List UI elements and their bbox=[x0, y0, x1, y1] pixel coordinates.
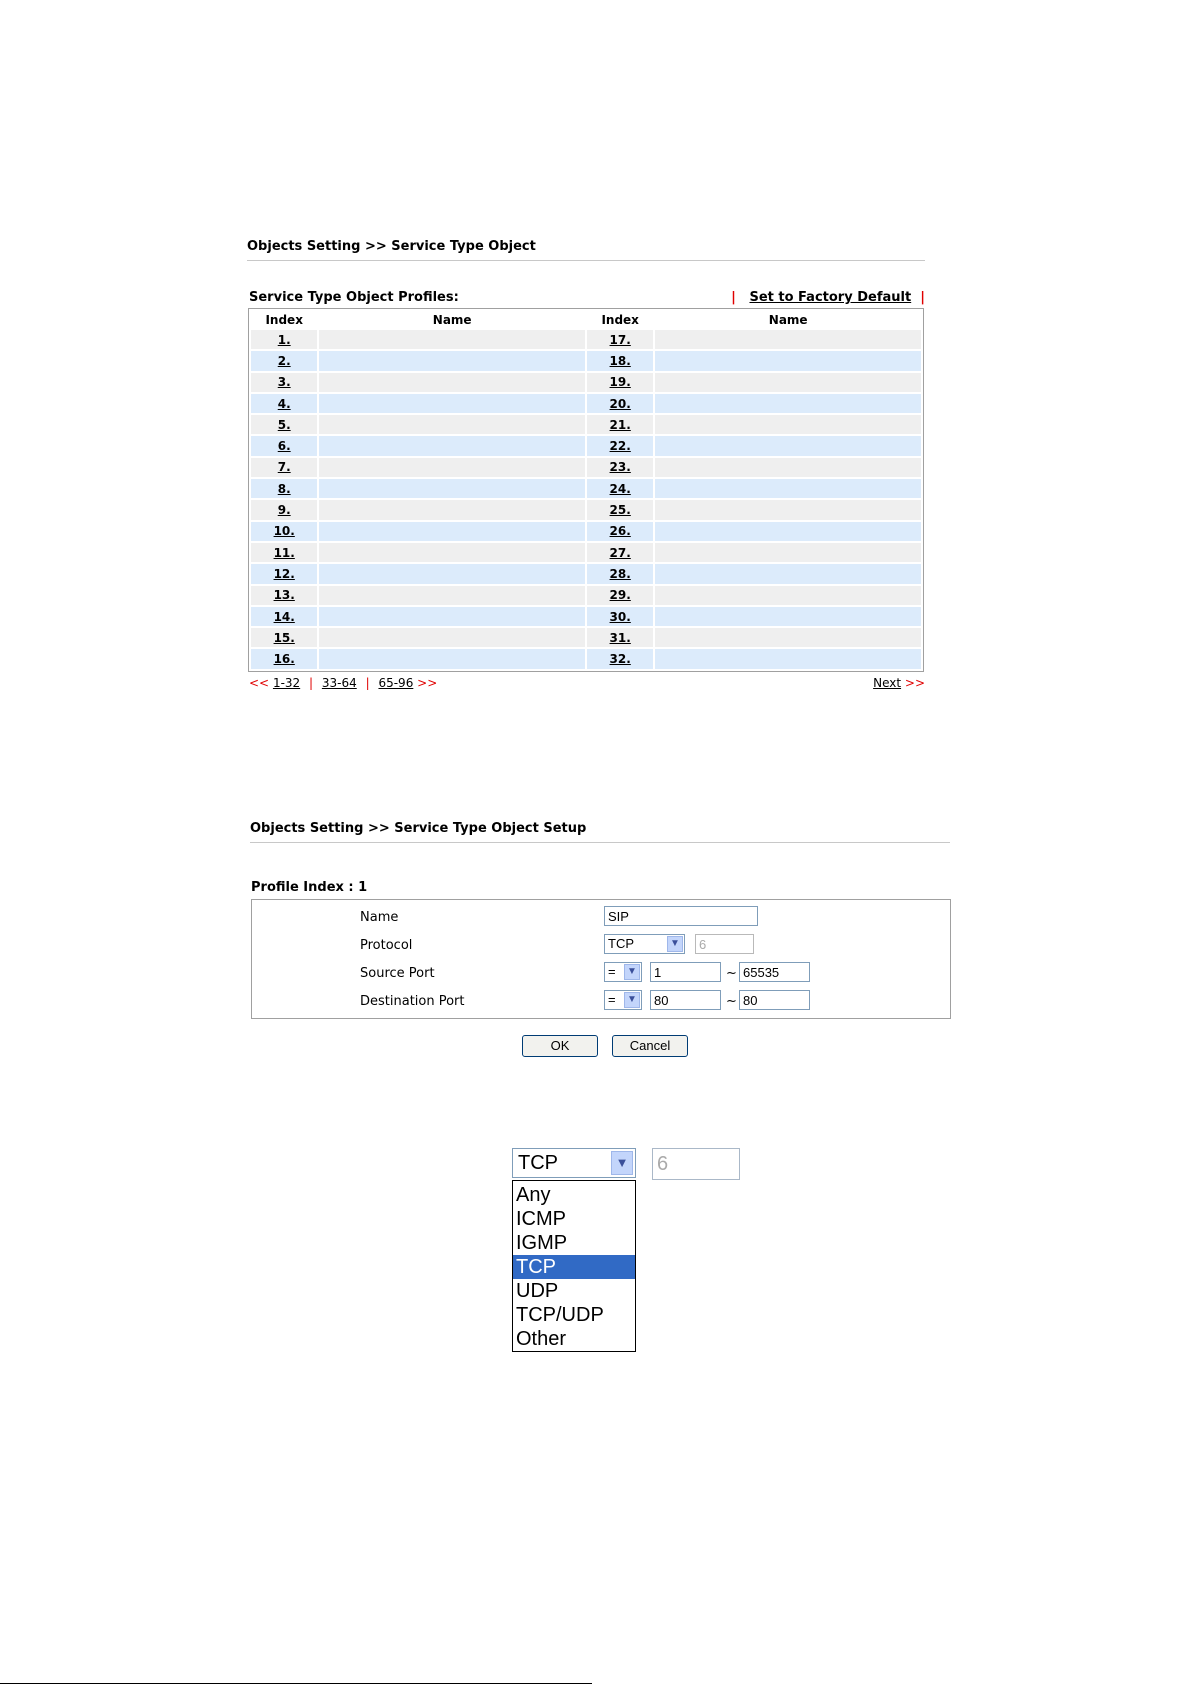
column-header-index: Index bbox=[587, 311, 653, 328]
index-cell bbox=[251, 649, 317, 668]
index-cell bbox=[587, 479, 653, 498]
profile-index-link[interactable]: 4. bbox=[277, 396, 291, 411]
profile-index-link[interactable]: 27. bbox=[609, 545, 631, 560]
index-cell bbox=[587, 394, 653, 413]
table-row bbox=[251, 543, 921, 562]
profile-index-label: Profile Index : 1 bbox=[251, 880, 368, 895]
profile-index-link[interactable]: 23. bbox=[609, 460, 631, 475]
set-to-factory-default-link[interactable]: Set to Factory Default bbox=[749, 290, 912, 305]
index-cell bbox=[251, 607, 317, 626]
name-cell bbox=[655, 394, 921, 413]
name-cell bbox=[319, 436, 585, 455]
table-row bbox=[251, 479, 921, 498]
page-range-33-64[interactable]: 33-64 bbox=[321, 676, 357, 690]
name-cell bbox=[319, 522, 585, 541]
source-port-end-input[interactable]: 65535 bbox=[739, 962, 810, 982]
destination-port-operator-select[interactable] bbox=[604, 990, 642, 1010]
table-row bbox=[251, 500, 921, 519]
dropdown-option[interactable]: TCP/UDP bbox=[516, 1304, 604, 1326]
profile-index-link[interactable]: 13. bbox=[273, 588, 295, 603]
table-row bbox=[251, 458, 921, 477]
name-cell bbox=[655, 628, 921, 647]
dropdown-option[interactable]: Any bbox=[516, 1184, 551, 1206]
range-tilde: ~ bbox=[726, 994, 737, 1009]
protocol-select-value: TCP bbox=[518, 1152, 558, 1174]
source-port-start-input[interactable]: 1 bbox=[650, 962, 721, 982]
index-cell bbox=[251, 351, 317, 370]
index-cell bbox=[251, 628, 317, 647]
table-row bbox=[251, 394, 921, 413]
source-operator-value: = bbox=[608, 964, 616, 979]
column-header-index: Index bbox=[251, 311, 317, 328]
profile-index-link[interactable]: 8. bbox=[277, 481, 291, 496]
footnote-divider bbox=[0, 1683, 592, 1684]
name-cell bbox=[655, 543, 921, 562]
profile-index-link[interactable]: 22. bbox=[609, 439, 631, 454]
index-cell bbox=[587, 543, 653, 562]
index-cell bbox=[251, 415, 317, 434]
name-input[interactable]: SIP bbox=[604, 906, 758, 926]
profiles-header bbox=[249, 290, 925, 305]
protocol-number-input: 6 bbox=[695, 934, 754, 954]
table-row bbox=[251, 586, 921, 605]
factory-default-group bbox=[731, 290, 925, 305]
next-arrows[interactable]: >> bbox=[904, 676, 925, 690]
index-cell bbox=[251, 479, 317, 498]
setup-breadcrumb: Objects Setting >> Service Type Object Setup bbox=[250, 821, 587, 836]
destination-operator-value: = bbox=[608, 992, 616, 1007]
profiles-title: Service Type Object Profiles: bbox=[249, 290, 459, 305]
pipe-separator: | bbox=[731, 290, 736, 305]
index-cell bbox=[251, 522, 317, 541]
column-header-name: Name bbox=[319, 311, 585, 328]
protocol-label: Protocol bbox=[360, 938, 413, 953]
table-row bbox=[251, 607, 921, 626]
profile-index-link[interactable]: 19. bbox=[609, 375, 631, 390]
name-cell bbox=[655, 564, 921, 583]
profile-index-link[interactable]: 31. bbox=[609, 630, 631, 645]
table-header-row bbox=[251, 311, 921, 328]
page-range-1-32[interactable]: 1-32 bbox=[272, 676, 301, 690]
name-cell bbox=[319, 543, 585, 562]
table-row bbox=[251, 373, 921, 392]
index-cell bbox=[251, 564, 317, 583]
name-cell bbox=[655, 330, 921, 349]
protocol-number-input: 6 bbox=[652, 1148, 740, 1180]
profile-index-link[interactable]: 14. bbox=[273, 609, 295, 624]
index-cell bbox=[587, 564, 653, 583]
dropdown-option[interactable]: TCP bbox=[513, 1255, 635, 1279]
table-row bbox=[251, 415, 921, 434]
profile-index-link[interactable]: 24. bbox=[609, 481, 631, 496]
profile-index-link[interactable]: 21. bbox=[609, 417, 631, 432]
index-cell bbox=[251, 373, 317, 392]
index-cell bbox=[587, 628, 653, 647]
index-cell bbox=[587, 373, 653, 392]
name-cell bbox=[655, 415, 921, 434]
setup-divider bbox=[250, 842, 950, 843]
name-cell bbox=[319, 628, 585, 647]
name-cell bbox=[319, 607, 585, 626]
name-cell bbox=[655, 649, 921, 668]
page-breadcrumb: Objects Setting >> Service Type Object bbox=[247, 239, 536, 254]
index-cell bbox=[251, 436, 317, 455]
pipe-separator: | bbox=[920, 290, 925, 305]
ok-button[interactable]: OK bbox=[522, 1035, 598, 1057]
range-tilde: ~ bbox=[726, 966, 737, 981]
destination-port-end-input[interactable]: 80 bbox=[739, 990, 810, 1010]
name-cell bbox=[319, 649, 585, 668]
profile-index-link[interactable]: 3. bbox=[277, 375, 291, 390]
next-page-link[interactable]: Next bbox=[873, 676, 902, 690]
index-cell bbox=[251, 330, 317, 349]
index-cell bbox=[587, 458, 653, 477]
dropdown-option[interactable]: ICMP bbox=[516, 1208, 566, 1230]
name-cell bbox=[319, 564, 585, 583]
table-row bbox=[251, 436, 921, 455]
index-cell bbox=[587, 649, 653, 668]
chevron-down-icon[interactable]: ▼ bbox=[624, 992, 640, 1008]
profile-index-link[interactable]: 28. bbox=[609, 566, 631, 581]
profile-index-link[interactable]: 6. bbox=[277, 439, 291, 454]
index-cell bbox=[587, 415, 653, 434]
profile-index-link[interactable]: 17. bbox=[609, 332, 631, 347]
name-cell bbox=[319, 458, 585, 477]
dropdown-option[interactable]: IGMP bbox=[516, 1232, 568, 1254]
breadcrumb-divider bbox=[247, 260, 925, 261]
chevron-down-icon[interactable]: ▼ bbox=[611, 1151, 633, 1175]
next-group bbox=[873, 676, 925, 690]
profile-index-link[interactable]: 2. bbox=[277, 353, 291, 368]
dropdown-option[interactable]: Other bbox=[516, 1328, 567, 1350]
chevron-down-icon[interactable]: ▼ bbox=[667, 936, 683, 952]
setup-form bbox=[251, 899, 951, 1019]
index-cell bbox=[251, 500, 317, 519]
name-cell bbox=[655, 351, 921, 370]
index-cell bbox=[587, 607, 653, 626]
protocol-dropdown-list bbox=[512, 1180, 636, 1352]
profile-index-link[interactable]: 10. bbox=[273, 524, 295, 539]
name-cell bbox=[655, 500, 921, 519]
index-cell bbox=[251, 458, 317, 477]
index-cell bbox=[587, 522, 653, 541]
chevron-down-icon[interactable]: ▼ bbox=[624, 964, 640, 980]
profile-index-link[interactable]: 7. bbox=[277, 460, 291, 475]
profile-index-link[interactable]: 16. bbox=[273, 652, 295, 667]
source-port-label: Source Port bbox=[360, 966, 435, 981]
name-cell bbox=[655, 607, 921, 626]
table-row bbox=[251, 351, 921, 370]
source-port-operator-select[interactable] bbox=[604, 962, 642, 982]
profile-index-link[interactable]: 5. bbox=[277, 417, 291, 432]
pagination bbox=[249, 676, 925, 690]
profile-index-link[interactable]: 1. bbox=[277, 332, 291, 347]
prev-arrows[interactable]: << bbox=[249, 676, 270, 690]
table-row bbox=[251, 649, 921, 668]
profile-index-link[interactable]: 25. bbox=[609, 503, 631, 518]
index-cell bbox=[587, 500, 653, 519]
index-cell bbox=[251, 586, 317, 605]
profiles-table-wrap bbox=[248, 308, 924, 672]
profile-index-link[interactable]: 26. bbox=[609, 524, 631, 539]
table-row bbox=[251, 628, 921, 647]
profile-index-link[interactable]: 12. bbox=[273, 566, 295, 581]
name-cell bbox=[319, 415, 585, 434]
destination-port-start-input[interactable]: 80 bbox=[650, 990, 721, 1010]
name-cell bbox=[655, 458, 921, 477]
name-cell bbox=[319, 586, 585, 605]
name-cell bbox=[319, 394, 585, 413]
pager-separator: | bbox=[365, 676, 370, 690]
name-cell bbox=[655, 479, 921, 498]
profile-index-link[interactable]: 11. bbox=[273, 545, 295, 560]
page-range-65-96[interactable]: 65-96 bbox=[378, 676, 414, 690]
profile-index-link[interactable]: 9. bbox=[277, 503, 291, 518]
protocol-select-expanded[interactable] bbox=[512, 1148, 636, 1178]
protocol-select[interactable] bbox=[604, 934, 685, 954]
name-cell bbox=[319, 330, 585, 349]
name-cell bbox=[655, 586, 921, 605]
name-cell bbox=[655, 373, 921, 392]
table-row bbox=[251, 564, 921, 583]
index-cell bbox=[587, 330, 653, 349]
name-label: Name bbox=[360, 910, 399, 925]
column-header-name: Name bbox=[655, 311, 921, 328]
name-cell bbox=[319, 351, 585, 370]
index-cell bbox=[587, 436, 653, 455]
name-cell bbox=[319, 479, 585, 498]
index-cell bbox=[251, 543, 317, 562]
protocol-select-value: TCP bbox=[608, 936, 634, 951]
destination-port-label: Destination Port bbox=[360, 994, 465, 1009]
index-cell bbox=[251, 394, 317, 413]
profile-index-link[interactable]: 20. bbox=[609, 396, 631, 411]
name-cell bbox=[655, 436, 921, 455]
pager-separator: | bbox=[309, 676, 314, 690]
profiles-table bbox=[248, 308, 924, 672]
profile-index-link[interactable]: 29. bbox=[609, 588, 631, 603]
profile-index-link[interactable]: 18. bbox=[609, 353, 631, 368]
index-cell bbox=[587, 586, 653, 605]
dropdown-option[interactable]: UDP bbox=[516, 1280, 559, 1302]
name-cell bbox=[319, 500, 585, 519]
profile-index-link[interactable]: 15. bbox=[273, 630, 295, 645]
name-cell bbox=[655, 522, 921, 541]
cancel-button[interactable]: Cancel bbox=[612, 1035, 688, 1057]
name-cell bbox=[319, 373, 585, 392]
table-row bbox=[251, 522, 921, 541]
index-cell bbox=[587, 351, 653, 370]
table-row bbox=[251, 330, 921, 349]
profile-index-link[interactable]: 32. bbox=[609, 652, 631, 667]
profile-index-link[interactable]: 30. bbox=[609, 609, 631, 624]
range-next-arrows[interactable]: >> bbox=[417, 676, 438, 690]
